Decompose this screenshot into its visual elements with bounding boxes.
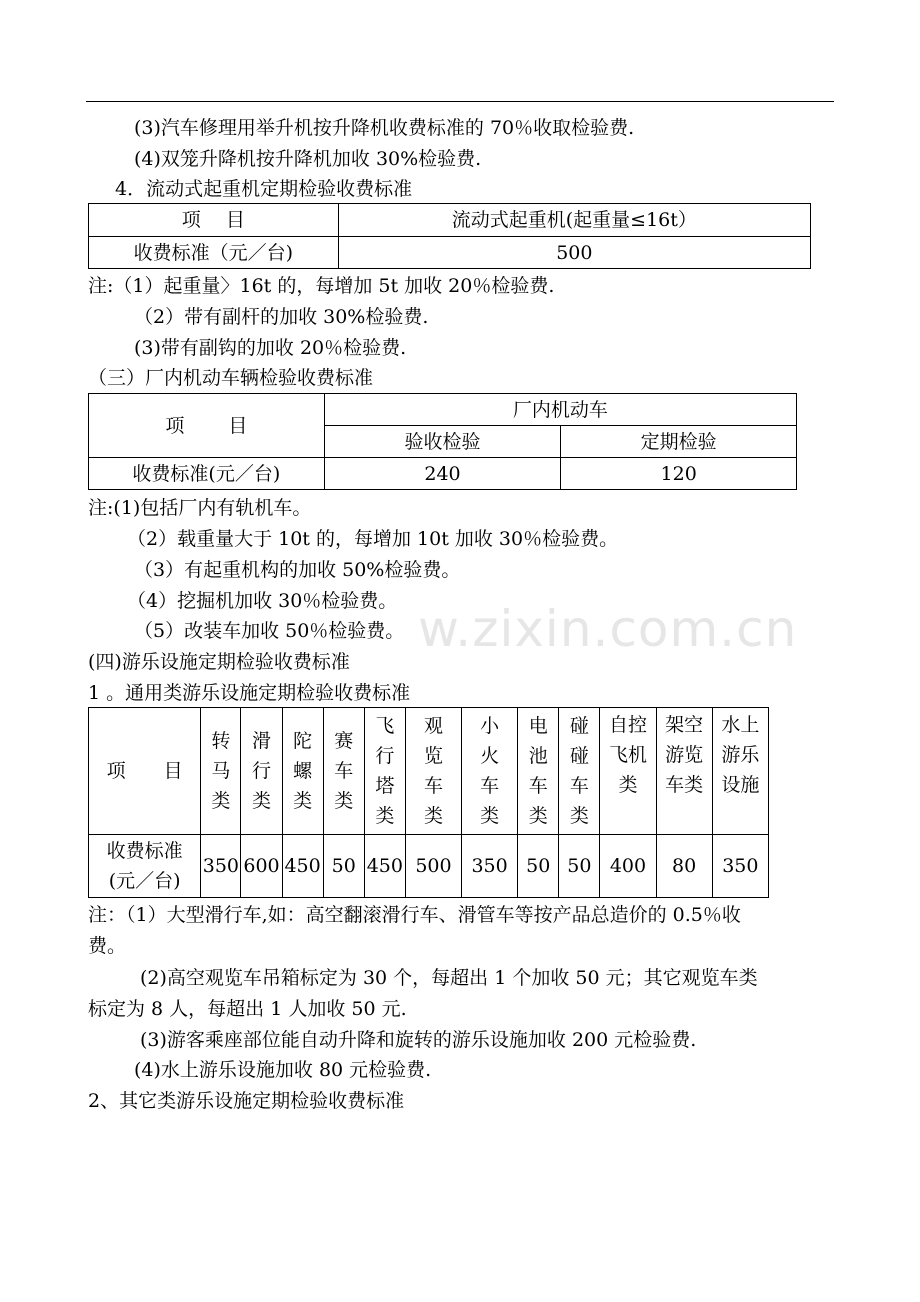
table-header-slide: 滑 行 类 xyxy=(241,708,282,835)
note-line: 标定为 8 人，每超出 1 人加收 50 元. xyxy=(88,998,407,1020)
note-line: (4)水上游乐设施加收 80 元检验费. xyxy=(134,1059,432,1081)
crane-fee-table xyxy=(88,203,811,269)
table-header-water: 水上 游乐 设施 xyxy=(712,708,768,835)
table-cell-value: 500 xyxy=(405,835,461,898)
table-cell-value: 350 xyxy=(462,835,518,898)
note-line: （2）载重量大于 10t 的，每增加 10t 加收 30％检验费。 xyxy=(127,528,619,550)
section-heading: （三）厂内机动车辆检验收费标准 xyxy=(88,367,374,389)
table-header-racing: 赛 车 类 xyxy=(323,708,364,835)
table-header-group: 厂内机动车 xyxy=(324,394,796,426)
table-header-item: 项 目 xyxy=(89,708,201,835)
table-cell-value: 350 xyxy=(201,835,241,898)
note-line: 注：（1）大型滑行车,如：高空翻滚滑行车、滑管车等按产品总造价的 0.5％收 xyxy=(88,904,741,926)
table-header-self-control: 自控 飞机 类 xyxy=(600,708,656,835)
table-header-item: 项 目 xyxy=(89,204,339,237)
note-line: 注:（1）起重量〉16t 的，每增加 5t 加收 20％检验费. xyxy=(88,275,555,297)
table-cell-value: 80 xyxy=(656,835,712,898)
amusement-fee-table xyxy=(88,707,769,898)
table-cell-value: 450 xyxy=(282,835,323,898)
note-line: (3)游客乘座部位能自动升降和旋转的游乐设施加收 200 元检验费. xyxy=(140,1029,697,1051)
section-heading: 1 。通用类游乐设施定期检验收费标准 xyxy=(88,682,411,704)
note-line: （2）带有副杆的加收 30%检验费. xyxy=(134,306,429,328)
table-cell-value: 600 xyxy=(241,835,282,898)
note-line: 注:(1)包括厂内有轨机车。 xyxy=(88,497,312,519)
table-cell-value: 240 xyxy=(324,458,561,490)
table-cell-value: 50 xyxy=(323,835,364,898)
table-header-tower: 飞 行 塔 类 xyxy=(364,708,405,835)
note-line: (4)双笼升降机按升降机加收 30%检验费. xyxy=(134,148,482,170)
table-cell-value: 120 xyxy=(561,458,797,490)
table-cell-value: 50 xyxy=(559,835,600,898)
table-header-crane: 流动式起重机(起重量≤16t） xyxy=(338,204,810,237)
note-line: （4）挖掘机加收 30％检验费。 xyxy=(127,590,398,612)
table-cell-value: 350 xyxy=(712,835,768,898)
note-line: 费。 xyxy=(88,935,127,957)
note-line: (3)汽车修理用举升机按升降机收费标准的 70％收取检验费. xyxy=(134,117,635,139)
table-header-aerial: 架空 游览 车类 xyxy=(656,708,712,835)
watermark: w.zixin.com.cn xyxy=(418,600,798,658)
note-line: （3）有起重机构的加收 50%检验费。 xyxy=(134,559,461,581)
table-row-label: 收费标准（元／台) xyxy=(89,237,339,269)
section-heading: 4．流动式起重机定期检验收费标准 xyxy=(115,178,413,200)
table-header-train: 小 火 车 类 xyxy=(462,708,518,835)
note-line: (3)带有副钩的加收 20％检验费. xyxy=(134,337,407,359)
table-cell-value: 50 xyxy=(518,835,559,898)
table-cell-value: 400 xyxy=(600,835,656,898)
table-cell-value: 450 xyxy=(364,835,405,898)
table-header-item: 项 目 xyxy=(89,394,325,458)
table-cell-value: 500 xyxy=(338,237,810,269)
table-header-bumper-car: 碰 碰 车 类 xyxy=(559,708,600,835)
table-header-periodic: 定期检验 xyxy=(561,426,797,458)
table-header-carousel: 转 马 类 xyxy=(201,708,241,835)
table-header-battery-car: 电 池 车 类 xyxy=(518,708,559,835)
header-rule xyxy=(86,101,834,102)
table-header-observation: 观 览 车 类 xyxy=(405,708,461,835)
table-row-label: 收费标准 (元／台) xyxy=(89,835,201,898)
note-line: （5）改装车加收 50％检验费。 xyxy=(134,620,405,642)
table-row-label: 收费标准(元／台) xyxy=(89,458,325,490)
table-header-spinner: 陀 螺 类 xyxy=(282,708,323,835)
section-heading: (四)游乐设施定期检验收费标准 xyxy=(88,651,350,673)
note-line: (2)高空观览车吊箱标定为 30 个，每超出 1 个加收 50 元；其它观览车类 xyxy=(140,967,758,989)
table-header-acceptance: 验收检验 xyxy=(324,426,561,458)
section-heading: 2、其它类游乐设施定期检验收费标准 xyxy=(88,1090,405,1112)
vehicle-fee-table xyxy=(88,393,797,490)
